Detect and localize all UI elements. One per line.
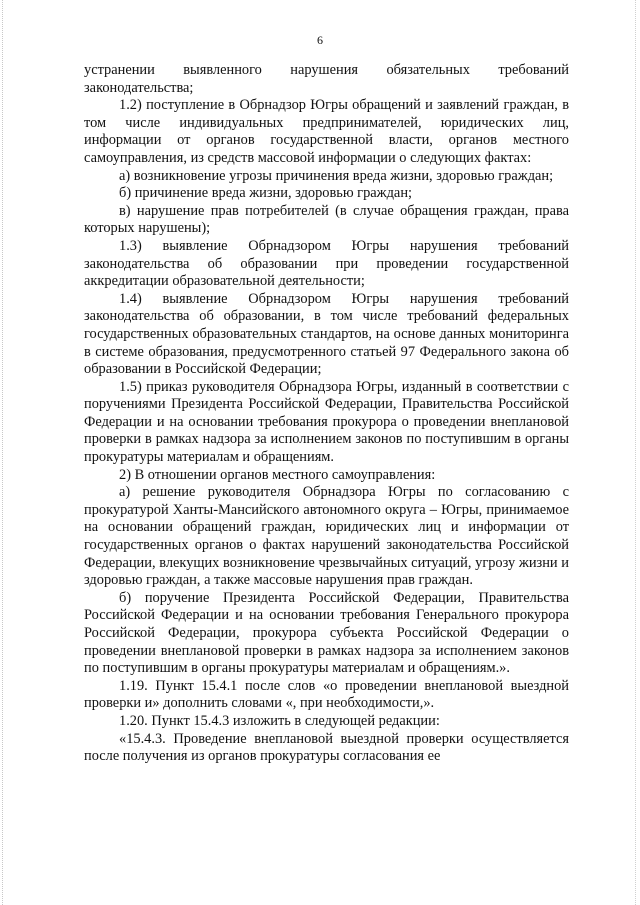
paragraph-2-a: а) решение руководителя Обрнадзора Югры по согласованию с прокуратурой Ханты-Мансийского автономного округа – Югры, принимаемое на основании обращений граждан, юридических лиц и информации от государственных органов о фактах нарушений законодательства Российской Федерации, влекущих возникновение чрезвычайных ситуаций, угрозу жизни и здоровью граждан, а также массовые нарушения прав граждан. [84, 484, 569, 589]
paragraph-1-3: 1.3) выявление Обрнадзором Югры нарушения требований законодательства об образовании при проведении государственной аккредитации образовательной деятельности; [84, 237, 569, 290]
paragraph-2-b: б) поручение Президента Российской Федерации, Правительства Российской Федерации и на основании требования Генерального прокурора Российской Федерации, прокурора субъекта Российской Федерации о проведении внеплановой проверки в рамках надзора за исполнением законов по поступившим в органы прокуратуры материалам и обращениям.». [84, 589, 569, 677]
paragraph-1-2-v: в) нарушение прав потребителей (в случае обращения граждан, права которых нарушены); [84, 202, 569, 237]
paragraph-1-5: 1.5) приказ руководителя Обрнадзора Югры, изданный в соответствии с поручениями Президента Российской Федерации, Правительства Российской Федерации и на основании требования прокурора о проведении внеплановой проверки в рамках надзора за исполнением законов по поступившим в органы прокуратуры материалам и обращениям. [84, 378, 569, 466]
paragraph-1-2-a: а) возникновение угрозы причинения вреда жизни, здоровью граждан; [119, 167, 554, 184]
paragraph-1-2: 1.2) поступление в Обрнадзор Югры обращений и заявлений граждан, в том числе индивидуальных предпринимателей, юридических лиц, информации от органов государственной власти, органов местного самоуправления, из средств массовой информации о следующих фактах: [84, 97, 569, 166]
scan-edge-right [635, 0, 637, 905]
paragraph-15-4-3: «15.4.3. Проведение внеплановой выездной проверки осуществляется после получения из органов прокуратуры согласования ее [84, 730, 569, 765]
paragraph-1-19: 1.19. Пункт 15.4.1 после слов «о проведении внеплановой выездной проверки и» дополнить словами «, при необходимости,». [84, 677, 569, 712]
page-number: 6 [317, 33, 323, 47]
paragraph-1-4: 1.4) выявление Обрнадзором Югры нарушения требований законодательства об образовании, в том числе требований федеральных государственных образовательных стандартов, на основе данных мониторинга в системе образования, предусмотренного статьей 97 Федерального закона об образовании в Российской Федерации; [84, 290, 569, 378]
paragraph-2: 2) В отношении органов местного самоуправления: [119, 466, 436, 483]
paragraph-1-2-b: б) причинение вреда жизни, здоровью граждан; [119, 185, 413, 202]
body-text [84, 62, 569, 766]
paragraph-1-20: 1.20. Пункт 15.4.3 изложить в следующей редакции: [119, 712, 440, 729]
scan-edge-left [2, 0, 4, 905]
paragraph-continuation: устранении выявленного нарушения обязательных требований законодательства; [84, 62, 569, 96]
